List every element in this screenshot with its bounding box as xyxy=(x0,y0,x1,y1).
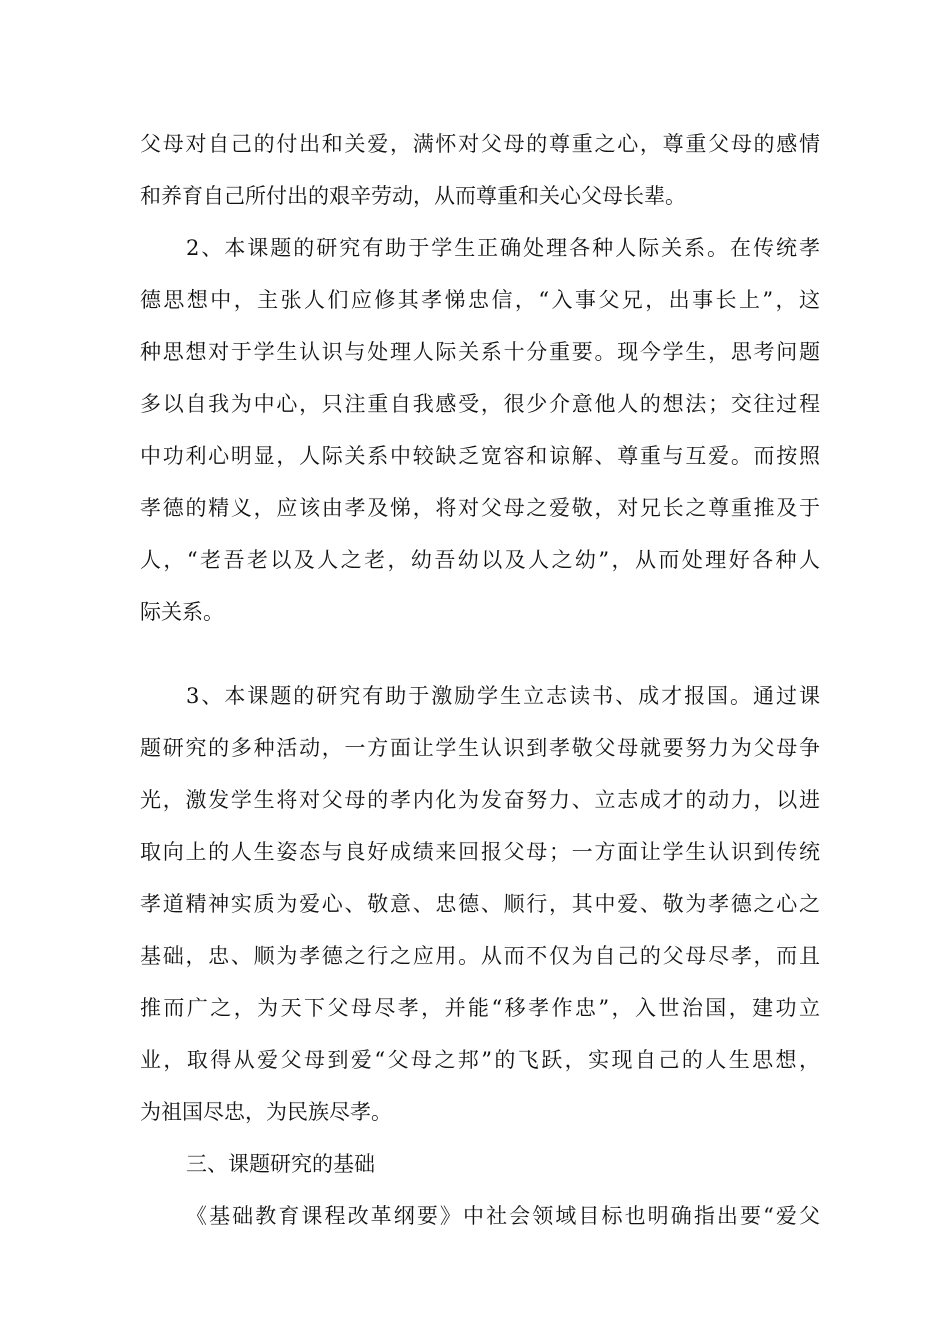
paragraph-2-line-1: 2、本课题的研究有助于学生正确处理各种人际关系。在传统孝 xyxy=(186,236,820,260)
paragraph-3-line-8: 业，取得从爱父母到爱“父母之邦”的飞跃，实现自己的人生思想， xyxy=(140,1048,820,1072)
paragraph-3-line-1: 3、本课题的研究有助于激励学生立志读书、成才报国。通过课 xyxy=(186,684,820,708)
paragraph-2-line-8: 际关系。 xyxy=(140,600,224,624)
section-heading: 三、课题研究的基础 xyxy=(186,1152,375,1176)
paragraph-2-line-2: 德思想中，主张人们应修其孝悌忠信，“入事父兄，出事长上”，这 xyxy=(140,288,820,312)
paragraph-3-line-7: 推而广之，为天下父母尽孝，并能“移孝作忠”，入世治国，建功立 xyxy=(140,996,820,1020)
paragraph-2-line-7: 人，“老吾老以及人之老，幼吾幼以及人之幼”，从而处理好各种人 xyxy=(140,548,820,572)
paragraph-3-line-4: 取向上的人生姿态与良好成绩来回报父母；一方面让学生认识到传统 xyxy=(140,840,820,864)
paragraph-1-line-1: 父母对自己的付出和关爱，满怀对父母的尊重之心，尊重父母的感情 xyxy=(140,132,820,156)
paragraph-3-line-9: 为祖国尽忠，为民族尽孝。 xyxy=(140,1100,392,1124)
paragraph-4-line-1: 《基础教育课程改革纲要》中社会领域目标也明确指出要“爱父 xyxy=(186,1204,820,1228)
paragraph-1-line-2: 和养育自己所付出的艰辛劳动，从而尊重和关心父母长辈。 xyxy=(140,184,686,208)
paragraph-3-line-2: 题研究的多种活动，一方面让学生认识到孝敬父母就要努力为父母争 xyxy=(140,736,820,760)
paragraph-2-line-3: 种思想对于学生认识与处理人际关系十分重要。现今学生，思考问题 xyxy=(140,340,820,364)
paragraph-3-line-6: 基础，忠、顺为孝德之行之应用。从而不仅为自己的父母尽孝，而且 xyxy=(140,944,820,968)
paragraph-2-line-5: 中功利心明显，人际关系中较缺乏宽容和谅解、尊重与互爱。而按照 xyxy=(140,444,820,468)
paragraph-3-line-5: 孝道精神实质为爱心、敬意、忠德、顺行，其中爱、敬为孝德之心之 xyxy=(140,892,820,916)
paragraph-2-line-4: 多以自我为中心，只注重自我感受，很少介意他人的想法；交往过程 xyxy=(140,392,820,416)
paragraph-3-line-3: 光，激发学生将对父母的孝内化为发奋努力、立志成才的动力，以进 xyxy=(140,788,820,812)
paragraph-2-line-6: 孝德的精义，应该由孝及悌，将对父母之爱敬，对兄长之尊重推及于 xyxy=(140,496,820,520)
